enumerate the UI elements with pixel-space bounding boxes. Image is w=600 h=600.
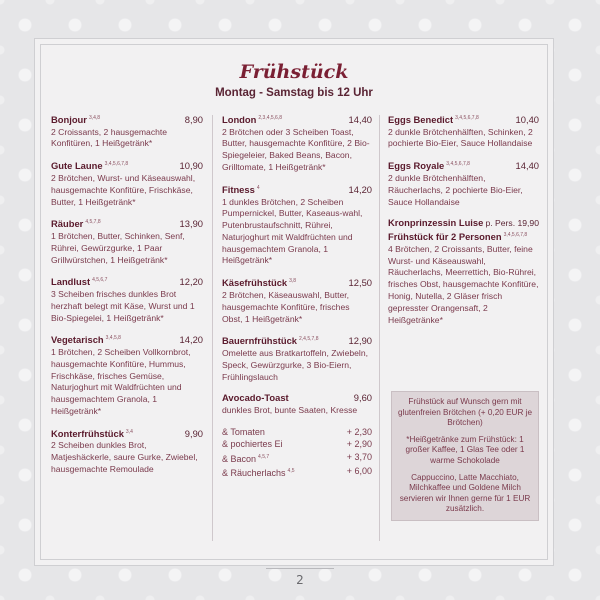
info-box xyxy=(391,391,539,521)
topping-price: + 2,90 xyxy=(346,439,372,450)
item-description: dunkles Brot, bunte Saaten, Kresse xyxy=(222,405,358,416)
topping-row xyxy=(222,465,372,480)
menu-title: Frühstück xyxy=(239,61,349,83)
item-name: Vegetarisch xyxy=(51,334,104,346)
column-divider xyxy=(212,115,213,541)
menu-panel xyxy=(40,44,548,560)
menu-column-1 xyxy=(51,113,203,485)
menu-item-raeuber xyxy=(51,217,203,266)
item-price: 14,20 xyxy=(348,183,372,195)
item-description: 1 Brötchen, Butter, Schinken, Senf, Rührei, Gewürzgurke, 1 Paar Grillwürstchen, 1 Heißgetränk* xyxy=(51,230,185,265)
menu-item-bonjour xyxy=(51,113,203,150)
item-price: 12,20 xyxy=(179,276,203,288)
topping-price: + 3,70 xyxy=(346,451,372,462)
item-price: 10,40 xyxy=(515,113,539,125)
item-price: 13,90 xyxy=(179,218,203,230)
menu-item-fitness xyxy=(222,183,372,267)
item-price: 9,60 xyxy=(353,392,372,404)
item-description: 2 Croissants, 2 hausgemachte Konfitüren, 1 Heißgetränk* xyxy=(51,126,168,149)
item-description: 2 Brötchen, Wurst- und Käseauswahl, hausgemachte Konfitüre, Frischkäse, Butter, 1 Heißgetränk* xyxy=(51,172,196,207)
topping-label: & Tomaten xyxy=(222,426,265,437)
gluten-free-note: Frühstück auf Wunsch gern mit glutenfreien Brötchen (+ 0,20 EUR je Brötchen) xyxy=(397,397,533,428)
item-allergens: 3,4,5,8 xyxy=(105,335,121,342)
item-name: Räuber xyxy=(51,218,84,230)
item-name: London xyxy=(222,113,257,125)
page-number-rule xyxy=(266,568,334,569)
item-allergens: 3,4,5,6,7,8 xyxy=(104,161,129,168)
topping-label: & Bacon xyxy=(222,453,257,464)
item-description: 2 dunkle Brötchenhälften, Räucherlachs, 2 pochierte Bio-Eier, Sauce Hollandaise xyxy=(388,172,523,207)
topping-label: & pochiertes Ei xyxy=(222,439,283,450)
menu-column-2 xyxy=(222,113,372,480)
column-divider xyxy=(379,115,380,541)
drink-upgrade-note: Cappuccino, Latte Macchiato, Milchkaffee und Goldene Milch servieren wir Ihnen gerne für 1 EUR zusätzlich. xyxy=(399,472,531,514)
menu-subtitle: Montag - Samstag bis 12 Uhr xyxy=(215,87,373,99)
menu-item-landlust xyxy=(51,275,203,324)
topping-row xyxy=(222,426,372,439)
item-name: Bonjour xyxy=(51,113,87,125)
menu-item-vegetarisch xyxy=(51,333,203,417)
item-allergens: 4 xyxy=(256,184,260,191)
item-allergens: 4,5,7,8 xyxy=(85,219,101,226)
item-description: 1 dunkles Brötchen, 2 Scheiben Pumpernickel, Butter, Kaseaus-wahl, Putenbrustaufschnitt, Rührei, Naturjoghurt mit Waldfrüchten und hausgemachtem Granola, 1 Heißgetränk* xyxy=(222,196,363,266)
menu-item-eggs-benedict xyxy=(388,113,539,150)
topping-row xyxy=(222,438,372,451)
topping-allergens: 4,5 xyxy=(287,468,295,475)
item-price: 14,40 xyxy=(515,160,539,172)
item-price: 8,90 xyxy=(184,113,203,125)
item-price: 10,90 xyxy=(179,160,203,172)
topping-label: & Räucherlachs xyxy=(222,468,286,479)
item-name: Kronprinzessin Luise xyxy=(388,217,484,229)
item-description: 2 Scheiben dunkles Brot, Matjeshäckerle, saure Gurke, Zwiebel, hausgemachte Remoulade xyxy=(51,440,198,475)
menu-item-eggs-royale xyxy=(388,159,539,208)
item-description: 2 Brötchen, Käseauswahl, Butter, hausgemachte Konfitüre, frisches Obst, 1 Heißgetränk* xyxy=(222,289,350,324)
item-allergens: 3,4,8 xyxy=(88,115,101,121)
item-allergens: 4,5,6,7 xyxy=(92,277,108,284)
item-name: Landlust xyxy=(51,276,91,288)
item-description: 2 Brötchen oder 3 Scheiben Toast, Butter, hausgemachte Konfitüre, 2 Bio-Spiegeleier, Baked Beans, Bacon, Grilltomate, 1 Heißgetränk* xyxy=(222,126,370,173)
item-price: 12,50 xyxy=(348,277,372,289)
item-allergens: 3,4,5,6,7,8 xyxy=(503,232,528,239)
item-description: 2 dunkle Brötchenhälften, Schinken, 2 pochierte Bio-Eier, Sauce Hollandaise xyxy=(388,126,533,149)
menu-item-kronprinzessin-luise xyxy=(388,217,539,326)
topping-row xyxy=(222,451,372,466)
page-number: 2 xyxy=(296,573,304,587)
item-allergens: 2,3,4,5,6,8 xyxy=(258,115,283,121)
menu-item-avocado-toast xyxy=(222,392,372,417)
item-price: 14,40 xyxy=(348,113,372,125)
topping-price: + 6,00 xyxy=(346,466,372,477)
item-allergens: 2,4,5,7,8 xyxy=(299,336,319,343)
item-price: 9,90 xyxy=(184,427,203,439)
item-price: 14,20 xyxy=(179,334,203,346)
item-name: Käsefrühstück xyxy=(222,277,288,289)
item-name: Bauernfrühstück xyxy=(222,335,298,347)
item-description: Omelette aus Bratkartoffeln, Zwiebeln, Speck, Gewürzgurke, 3 Bio-Eiern, Frühlingslauch xyxy=(222,347,369,382)
item-name: Avocado-Toast xyxy=(222,392,289,404)
item-allergens: 3,4,5,6,7,8 xyxy=(455,115,479,121)
menu-item-konterfruehstueck xyxy=(51,427,203,476)
hot-drinks-note: *Heißgetränke zum Frühstück: 1 großer Kaffee, 1 Glas Tee oder 1 warme Schokolade xyxy=(405,434,525,465)
item-subtitle: Frühstück für 2 Personen xyxy=(388,230,502,242)
topping-price: + 2,30 xyxy=(346,426,372,437)
menu-item-bauernfruehstueck xyxy=(222,334,372,383)
menu-item-london xyxy=(222,113,372,174)
item-price: 12,90 xyxy=(348,335,372,347)
item-name: Gute Laune xyxy=(51,160,103,172)
menu-item-gute-laune xyxy=(51,159,203,208)
item-name: Fitness xyxy=(222,183,255,195)
toppings-list xyxy=(222,426,372,480)
item-price: p. Pers. 19,90 xyxy=(485,218,539,229)
menu-column-3 xyxy=(388,113,539,335)
item-description: 1 Brötchen, 2 Scheiben Vollkornbrot, hausgemachte Konfitüre, Hummus, Frischkäse, frisches Gemüse, Naturjoghurt mit Waldfrüchten und hausgemachtem Granola, 1 Heißgetränk* xyxy=(51,347,191,417)
topping-allergens: 4,5,7 xyxy=(258,453,270,460)
item-name: Konterfrühstück xyxy=(51,427,124,439)
item-name: Eggs Benedict xyxy=(388,113,454,125)
item-allergens: 3,4,5,6,7,8 xyxy=(446,161,470,168)
item-description: 4 Brötchen, 2 Croissants, Butter, feine Wurst- und Käseauswahl, Räucherlachs, Meerrettich, Bio-Rührei, frisches Obst, hausgemachte Konfitüre, Honig, Nutella, 2 Gläser frisch gepresster Orangensaft, 2 Heißgetränke* xyxy=(388,243,539,325)
item-description: 3 Scheiben frisches dunkles Brot herzhaft belegt mit Käse, Wurst und 1 Bio-Spiegelei, 1 Heißgetränk* xyxy=(51,289,195,323)
item-allergens: 3,4 xyxy=(125,428,133,435)
menu-item-kaesefruehstueck xyxy=(222,276,372,325)
item-allergens: 3,8 xyxy=(289,278,297,285)
item-name: Eggs Royale xyxy=(388,160,445,172)
